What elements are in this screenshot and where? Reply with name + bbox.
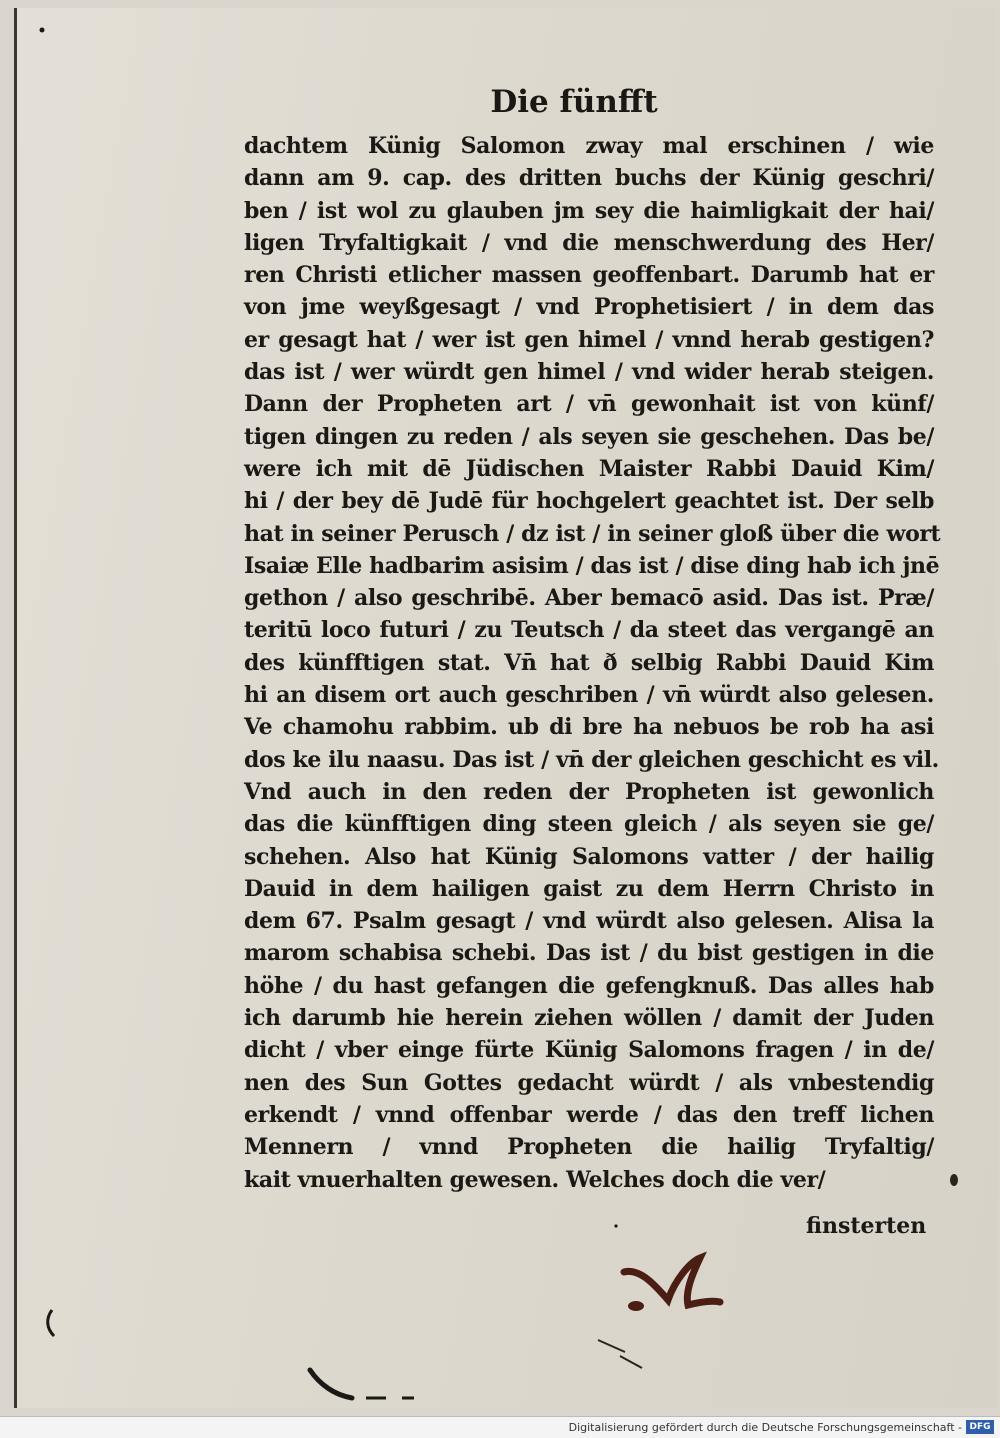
small-dot [614, 1224, 617, 1227]
text-line: dachtem Künig Salomon zway mal erschinen / wie [244, 133, 934, 159]
text-line: Dann der Propheten art / vn̄ gewonhait ist von künf/ [244, 391, 934, 418]
text-line: ren Christi etlicher massen geoffenbart. Darumb hat er [244, 262, 934, 289]
text-line: schehen. Also hat Künig Salomons vatter / der hailig [244, 843, 934, 870]
text-line: erkendt / vnnd offenbar werde / das den treff lichen [244, 1101, 934, 1128]
ink-stain [624, 1258, 720, 1305]
ink-blot [628, 1301, 644, 1311]
text-line: von jme weyßgesagt / vnd Prophetisiert / in dem das [244, 294, 934, 321]
text-line: ich darumb hie herein ziehen wöllen / damit der Juden [244, 1005, 934, 1032]
scratch-mark [598, 1340, 642, 1368]
text-line: Vnd auch in den reden der Propheten ist gewonlich [244, 778, 934, 805]
text-line: Mennern / vnnd Propheten die hailig Tryfaltig/ [244, 1134, 934, 1161]
text-line: nen des Sun Gottes gedacht würdt / als vnbestendig [244, 1069, 934, 1096]
text-line: er gesagt hat / wer ist gen himel / vnnd herab gestigen? [244, 326, 934, 353]
text-line: dann am 9. cap. des dritten buchs der Künig geschri/ [244, 165, 934, 192]
text-line: höhe / du hast gefangen die gefengknuß. Das alles hab [244, 972, 934, 999]
running-header: Die fünfft [490, 84, 658, 120]
text-line: dicht / vber einge fürte Künig Salomons fragen / in de/ [244, 1037, 934, 1064]
text-line: gethon / also geschribē. Aber bemacō asid. Das ist. Præ/ [244, 585, 934, 612]
text-line: dem 67. Psalm gesagt / vnd würdt also gelesen. Alisa la [244, 908, 934, 935]
text-line: ligen Tryfaltigkait / vnd die menschwerdung des Her/ [244, 229, 934, 256]
digitization-footer [0, 1416, 1000, 1438]
dfg-logo: DFG [966, 1420, 994, 1434]
footer-credit: Digitalisierung gefördert durch die Deutsche Forschungsgemeinschaft - [568, 1421, 962, 1434]
text-line: were ich mit dē Jüdischen Maister Rabbi Dauid Kim/ [244, 455, 934, 482]
text-line: hat in seiner Perusch / dz ist / in seiner gloß über die wort [244, 520, 941, 547]
text-line: tigen dingen zu reden / als seyen sie geschehen. Das be/ [244, 423, 934, 450]
ink-stroke [310, 1370, 352, 1398]
ink-dot [950, 1174, 958, 1186]
text-line: Dauid in dem hailigen gaist zu dem Herrn Christo in [244, 875, 934, 902]
text-line: dos ke ilu naasu. Das ist / vn̄ der gleichen geschicht es vil. [244, 746, 939, 773]
text-line: Isaiæ Elle hadbarim asisim / das ist / dise ding hab ich jnē [244, 552, 940, 579]
text-line: das die künfftigen ding steen gleich / als seyen sie ge/ [244, 811, 934, 838]
text-line: hi / der bey dē Judē für hochgelert geachtet ist. Der selb [244, 488, 934, 515]
edge-mark [48, 1310, 54, 1336]
text-line: das ist / wer würdt gen himel / vnd wider herab steigen. [244, 359, 934, 386]
text-line: Ve chamohu rabbim. ub di bre ha nebuos be rob ha asi [244, 714, 934, 741]
text-line: hi an disem ort auch geschriben / vn̄ würdt also gelesen. [244, 682, 934, 709]
corner-mark [40, 28, 45, 33]
text-line: marom schabisa schebi. Das ist / du bist gestigen in die [244, 940, 934, 967]
text-line: kait vnuerhalten gewesen. Welches doch die ver/ [244, 1166, 826, 1193]
text-line: ben / ist wol zu glauben jm sey die haimligkait der hai/ [244, 197, 934, 224]
text-line: des künfftigen stat. Vn̄ hat ð selbig Rabbi Dauid Kim [244, 649, 934, 676]
text-line: teritū loco futuri / zu Teutsch / da steet das vergangē an [244, 617, 934, 644]
catchword: finsterten [806, 1213, 927, 1239]
